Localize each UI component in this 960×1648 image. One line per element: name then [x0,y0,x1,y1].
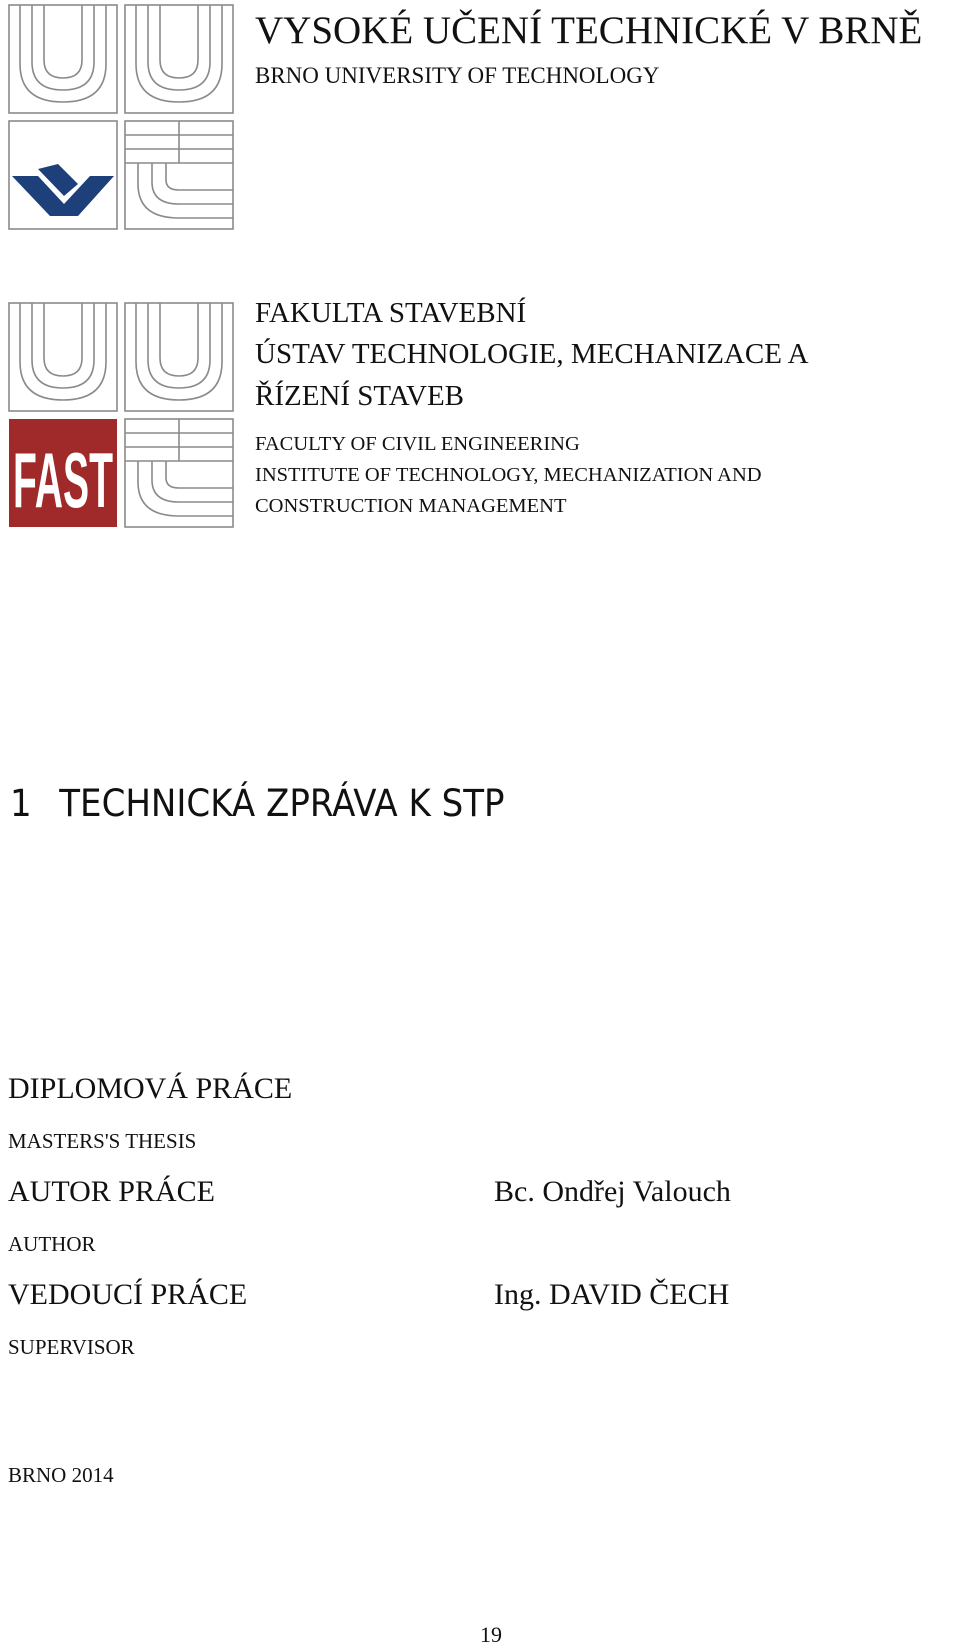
chapter-number: 1 [10,782,32,825]
thesis-type-en: MASTERS'S THESIS [8,1129,197,1153]
author-name: Bc. Ondřej Valouch [494,1175,731,1208]
svg-text:FAST: FAST [13,436,113,524]
faculty-en-line-2: INSTITUTE OF TECHNOLOGY, MECHANIZATION AND [255,464,762,486]
supervisor-label-cz: VEDOUCÍ PRÁCE [8,1278,248,1311]
faculty-en-line-3: CONSTRUCTION MANAGEMENT [255,495,567,517]
faculty-en-line-1: FACULTY OF CIVIL ENGINEERING [255,433,580,455]
author-label-en: AUTHOR [8,1232,96,1256]
supervisor-label-en: SUPERVISOR [8,1335,135,1359]
chapter-title: TECHNICKÁ ZPRÁVA K STP [59,782,505,825]
faculty-cz-line-3: ŘÍZENÍ STAVEB [255,380,465,412]
supervisor-name: Ing. DAVID ČECH [494,1278,730,1311]
university-name-en: BRNO UNIVERSITY OF TECHNOLOGY [255,63,660,88]
university-name-cz: VYSOKÉ UČENÍ TECHNICKÉ V BRNĚ [255,9,923,52]
page-number: 19 [480,1622,502,1647]
chapter-heading [10,782,505,825]
vut-logo [8,4,234,230]
author-label-cz: AUTOR PRÁCE [8,1175,215,1208]
thesis-type-cz: DIPLOMOVÁ PRÁCE [8,1072,293,1105]
place-year: BRNO 2014 [8,1463,114,1487]
faculty-cz-line-2: ÚSTAV TECHNOLOGIE, MECHANIZACE A [255,338,809,370]
fast-logo [8,302,234,528]
faculty-cz-line-1: FAKULTA STAVEBNÍ [255,297,527,329]
